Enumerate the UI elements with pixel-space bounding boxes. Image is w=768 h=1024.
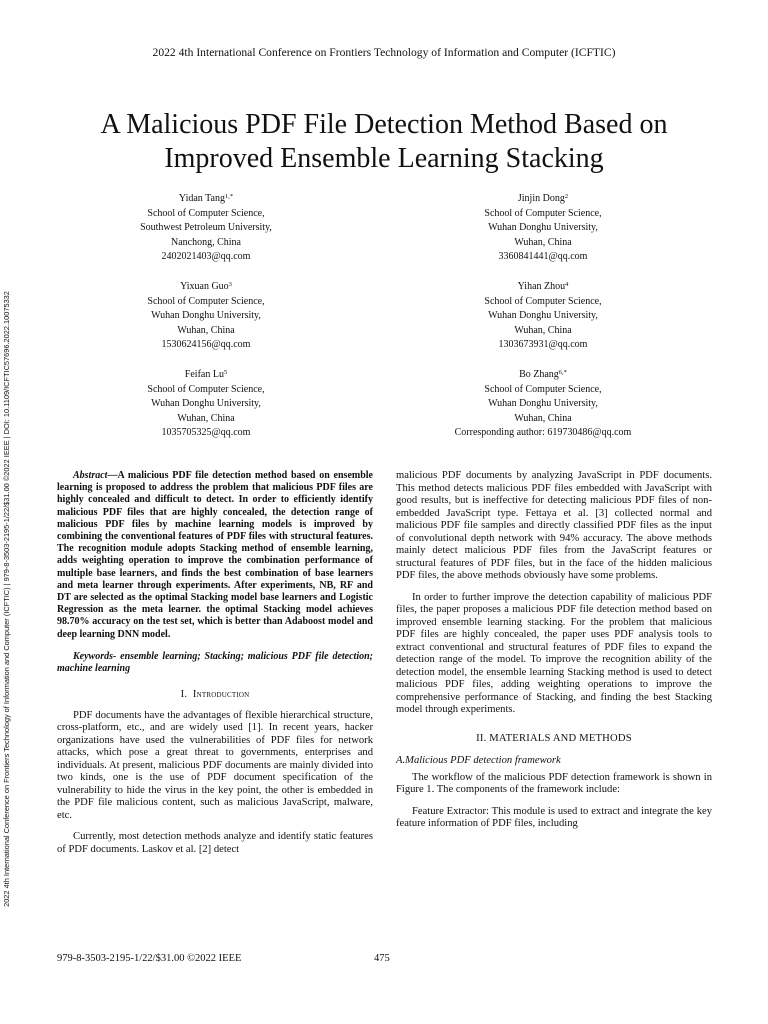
author-city: Wuhan, China xyxy=(177,324,235,336)
author-email: Corresponding author: 619730486@qq.com xyxy=(454,427,632,439)
sidebar-citation: 2022 4th International Conference on Frontiers Technology of Information and Computer (ICFTIC) | 979-8-3503-2195-1/22/$31.00 ©2022 IEEE | DOI: 10.1109/ICFTIC57696.2022.10075332 xyxy=(2,291,11,907)
author-affiliation: School of Computer Science, xyxy=(147,207,265,219)
abstract xyxy=(57,470,373,641)
paragraph: In order to further improve the detection capability of malicious PDF files, the paper proposes a malicious PDF file detection method based on improved ensemble learning stacking. For the problem that malicious PDF files are highly concealed, the paper uses PDF analysis tools to extract conventional and structural features of PDF files to expand the detection range of the model. To improve the recognition ability of the detection model, the ensemble learning Stacking method is used to detect malicious PDF files, adding weighting operations to improve the comprehensive performance of Stacking, and finding the best Stacking model through experiments. xyxy=(396,591,712,715)
author-institution: Wuhan Donghu University, xyxy=(151,310,261,322)
author-institution: Wuhan Donghu University, xyxy=(488,398,598,410)
paragraph: PDF documents have the advantages of flexible hierarchical structure, cross-platform, etc., and are widely used [1]. In recent years, hacker organizations have used the vulnerabilities of PDF files for network attacks, which pose a great threat to governments, enterprises and individuals. At present, malicious PDF documents are mainly divided into two kinds, one is the use of PDF document specification of the vulnerability to hide the virus in the key point, the other is embedded in the PDF file malicious content, such as malicious JavaScript, malware, etc. xyxy=(57,709,373,821)
author-city: Wuhan, China xyxy=(514,324,572,336)
author-email: 2402021403@qq.com xyxy=(161,251,251,263)
author-institution: Wuhan Donghu University, xyxy=(151,398,261,410)
paper-title xyxy=(40,108,728,176)
author-name: Yihan Zhou$^4$ xyxy=(517,281,569,292)
author-name: Bo Zhang$^{6,*}$ xyxy=(519,369,567,380)
author-email: 1530624156@qq.com xyxy=(161,339,251,351)
author-email: 1035705325@qq.com xyxy=(161,427,251,439)
left-column xyxy=(57,470,373,856)
title-line-2: Improved Ensemble Learning Stacking xyxy=(164,143,604,174)
author-affiliation: School of Computer Science, xyxy=(484,207,602,219)
author-name: Yixuan Guo$^3$ xyxy=(180,281,232,292)
author-affiliation: School of Computer Science, xyxy=(484,383,602,395)
author-block-2 xyxy=(403,192,683,265)
paragraph: The workflow of the malicious PDF detection framework is shown in Figure 1. The components of the framework include: xyxy=(396,771,712,795)
author-block-1 xyxy=(66,192,346,265)
author-email: 3360841441@qq.com xyxy=(498,251,588,263)
author-block-5 xyxy=(66,368,346,441)
author-block-4 xyxy=(403,280,683,353)
section-heading-introduction: I. Introduction xyxy=(180,689,250,701)
author-institution: Wuhan Donghu University, xyxy=(488,310,598,322)
author-email: 1303673931@qq.com xyxy=(498,339,588,351)
author-affiliation: School of Computer Science, xyxy=(484,295,602,307)
right-column xyxy=(396,470,712,831)
author-city: Wuhan, China xyxy=(514,412,572,424)
author-affiliation: School of Computer Science, xyxy=(147,295,265,307)
paragraph: Currently, most detection methods analyze and identify static features of PDF documents. Laskov et al. [2] detect xyxy=(57,831,373,855)
author-city: Wuhan, China xyxy=(514,236,572,248)
subsection-heading: A.Malicious PDF detection framework xyxy=(396,755,561,766)
page-number: 475 xyxy=(374,953,390,964)
abstract-text: —A malicious PDF file detection method based on ensemble learning is proposed to address the problem that malicious PDF files are highly concealed and difficult to detect. In order to efficiently identify malicious PDF files that are highly concealed, the detection range of malicious PDF files by machine learning models is improved by combining the conventional features of PDF files with structural features. The recognition module adopts Stacking method of ensemble learning, adds weighting operation to improve the combination performance of multiple base learners, and finds the best combination of base learners and meta learner through experiments. After experiments, NB, RF and DT are selected as the optimal Stacking model base learners and Logistic Regression as the meta learner. the optimal Stacking model achieves 98.70% accuracy on the test set, which is better than Adaboost model and deep learning DNN model. xyxy=(57,470,373,640)
paragraph: Feature Extractor: This module is used to extract and integrate the key feature information of PDF files, including xyxy=(396,805,712,829)
author-institution: Southwest Petroleum University, xyxy=(140,222,272,234)
author-institution: Wuhan Donghu University, xyxy=(488,222,598,234)
footer-isbn: 979-8-3503-2195-1/22/$31.00 ©2022 IEEE xyxy=(57,953,242,964)
section-heading-materials-methods: II. MATERIALS AND METHODS xyxy=(476,732,632,744)
author-name: Yidan Tang$^{1,*}$ xyxy=(178,193,234,204)
abstract-label: Abstract xyxy=(73,470,108,481)
author-affiliation: School of Computer Science, xyxy=(147,383,265,395)
conference-header: 2022 4th International Conference on Frontiers Technology of Information and Computer (ICFTIC) xyxy=(152,46,616,59)
author-block-3 xyxy=(66,280,346,353)
author-block-6 xyxy=(403,368,683,441)
title-line-1: A Malicious PDF File Detection Method Based on xyxy=(100,109,668,140)
keywords: Keywords- ensemble learning; Stacking; malicious PDF file detection; machine learning xyxy=(57,650,373,675)
paragraph: malicious PDF documents by analyzing JavaScript in PDF documents. This method detects malicious PDF files embedded with JavaScript with good results, but is ineffective for detecting malicious PDF files of non-embedded JavaScript type. Fettaya et al. [3] collected normal and malicious PDF file samples and directly classified PDF files as the input of convolutional depth network with 94% accuracy. The above methods mainly detect malicious PDF files from the JavaScript features or structural features of PDF files, but in the face of the hidden malicious PDF files, the above methods obviously have some problems. xyxy=(396,470,712,581)
author-name: Feifan Lu$^5$ xyxy=(184,369,228,380)
author-name: Jinjin Dong$^2$ xyxy=(517,193,569,204)
author-city: Nanchong, China xyxy=(171,236,241,248)
author-city: Wuhan, China xyxy=(177,412,235,424)
